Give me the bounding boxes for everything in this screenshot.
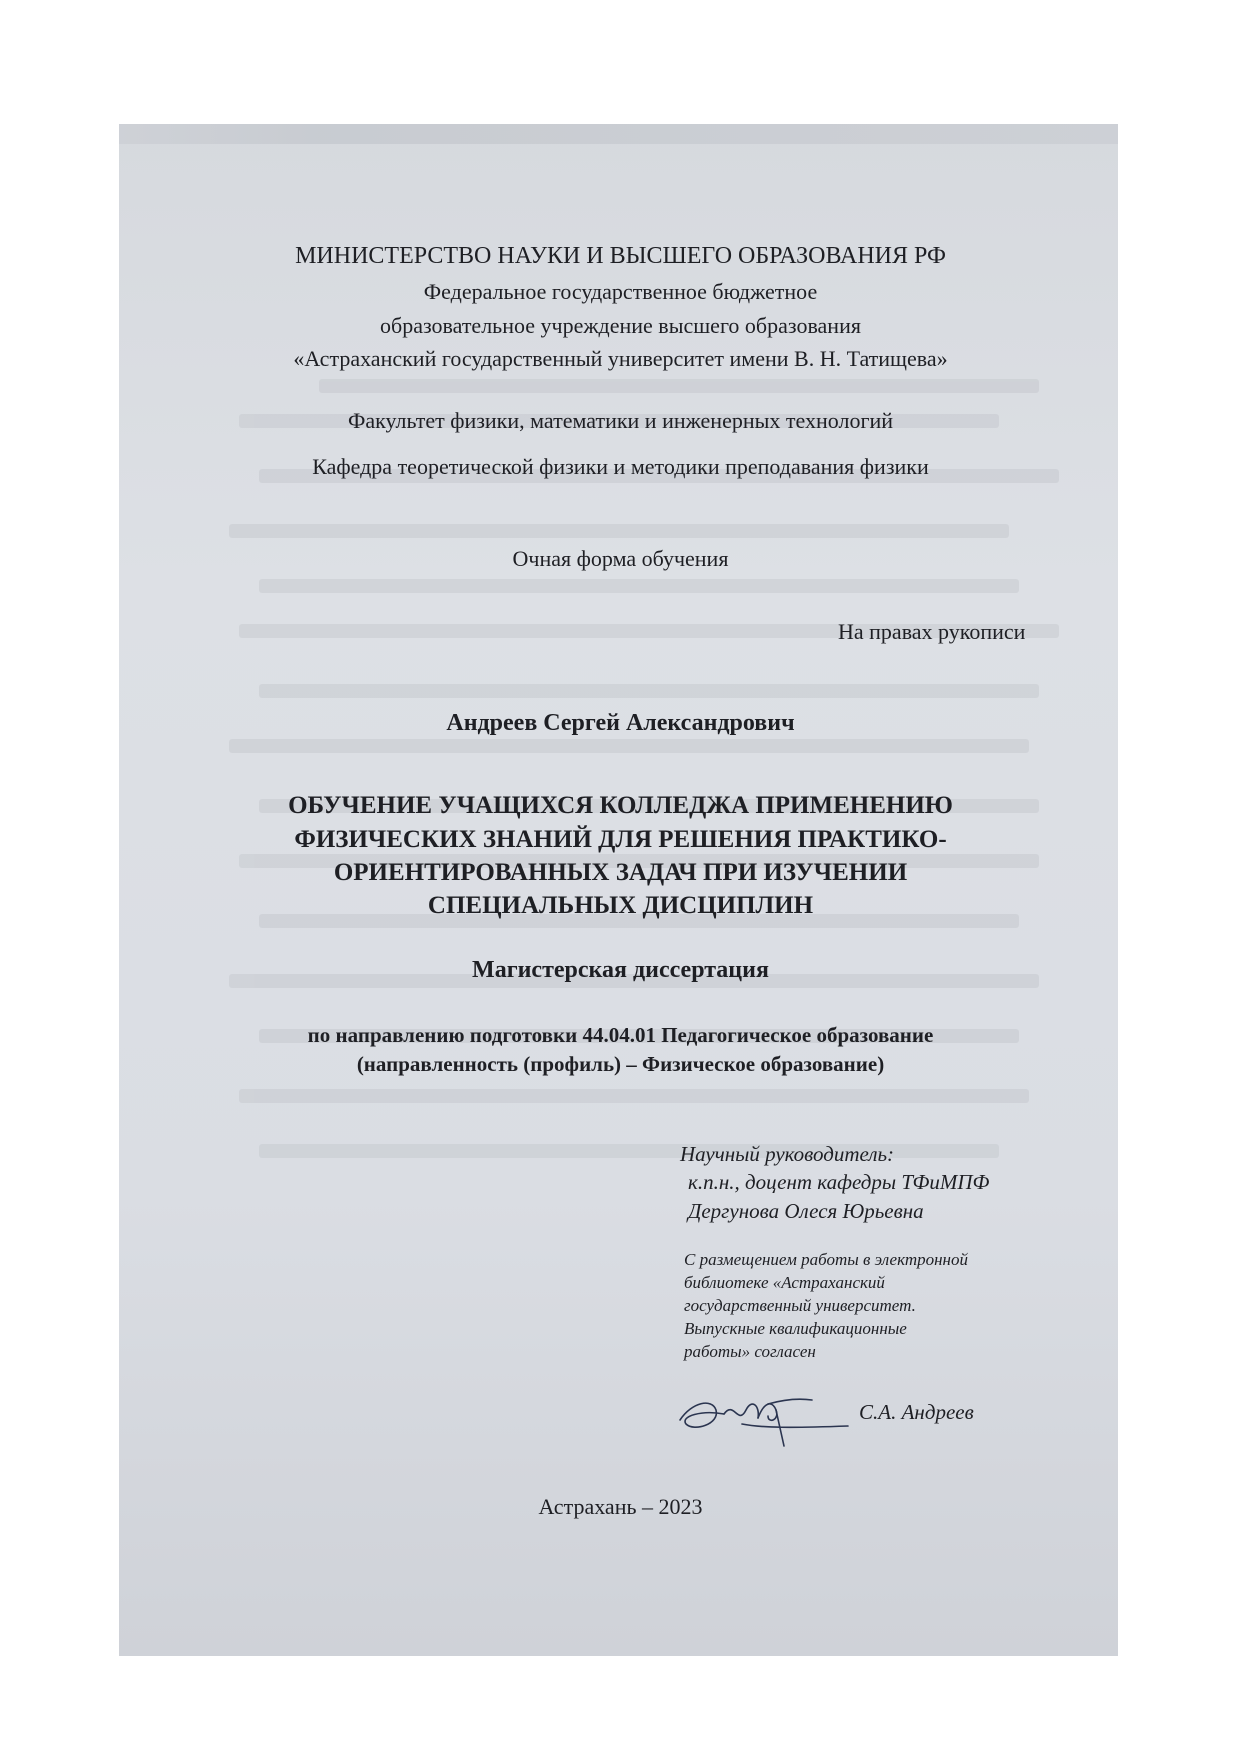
thesis-title-line-3: ОРИЕНТИРОВАННЫХ ЗАДАЧ ПРИ ИЗУЧЕНИИ	[333, 859, 908, 886]
department-name: Кафедра теоретической физики и методики преподавания физики	[312, 454, 929, 479]
thesis-title-line-1: ОБУЧЕНИЕ УЧАЩИХСЯ КОЛЛЕДЖА ПРИМЕНЕНИЮ	[288, 792, 953, 819]
faculty-name: Факультет физики, математики и инженерных технологий	[347, 408, 894, 433]
study-form: Очная форма обучения	[512, 546, 729, 571]
supervisor-label: Научный руководитель:	[680, 1142, 895, 1166]
consent-line-3: государственный университет.	[684, 1296, 916, 1315]
signer-name: С.А. Андреев	[859, 1400, 974, 1424]
ministry-heading: МИНИСТЕРСТВО НАУКИ И ВЫСШЕГО ОБРАЗОВАНИЯ РФ	[295, 243, 946, 269]
city-year: Астрахань – 2023	[538, 1494, 703, 1519]
institution-line-2: образовательное учреждение высшего образования	[380, 313, 861, 338]
direction-line-2: (направленность (профиль) – Физическое образование)	[356, 1052, 885, 1076]
consent-line-2: библиотеке «Астраханский	[684, 1273, 885, 1292]
consent-line-1: С размещением работы в электронной	[684, 1250, 968, 1269]
supervisor-name: Дергунова Олеся Юрьевна	[688, 1199, 924, 1223]
supervisor-position: к.п.н., доцент кафедры ТФиМПФ	[688, 1170, 990, 1194]
author-name: Андреев Сергей Александрович	[446, 710, 795, 736]
work-type: Магистерская диссертация	[472, 957, 769, 983]
direction-line-1: по направлению подготовки 44.04.01 Педагогическое образование	[307, 1023, 934, 1047]
institution-line-1: Федеральное государственное бюджетное	[423, 279, 818, 304]
consent-line-5: работы» согласен	[684, 1342, 816, 1361]
handwritten-signature	[672, 1380, 862, 1460]
thesis-title-line-4: СПЕЦИАЛЬНЫХ ДИСЦИПЛИН	[427, 892, 814, 919]
consent-line-4: Выпускные квалификационные	[684, 1319, 907, 1338]
rights-note: На правах рукописи	[838, 619, 1026, 644]
university-name: «Астраханский государственный университет имени В. Н. Татищева»	[293, 346, 948, 371]
thesis-title-line-2: ФИЗИЧЕСКИХ ЗНАНИЙ ДЛЯ РЕШЕНИЯ ПРАКТИКО-	[294, 826, 947, 853]
